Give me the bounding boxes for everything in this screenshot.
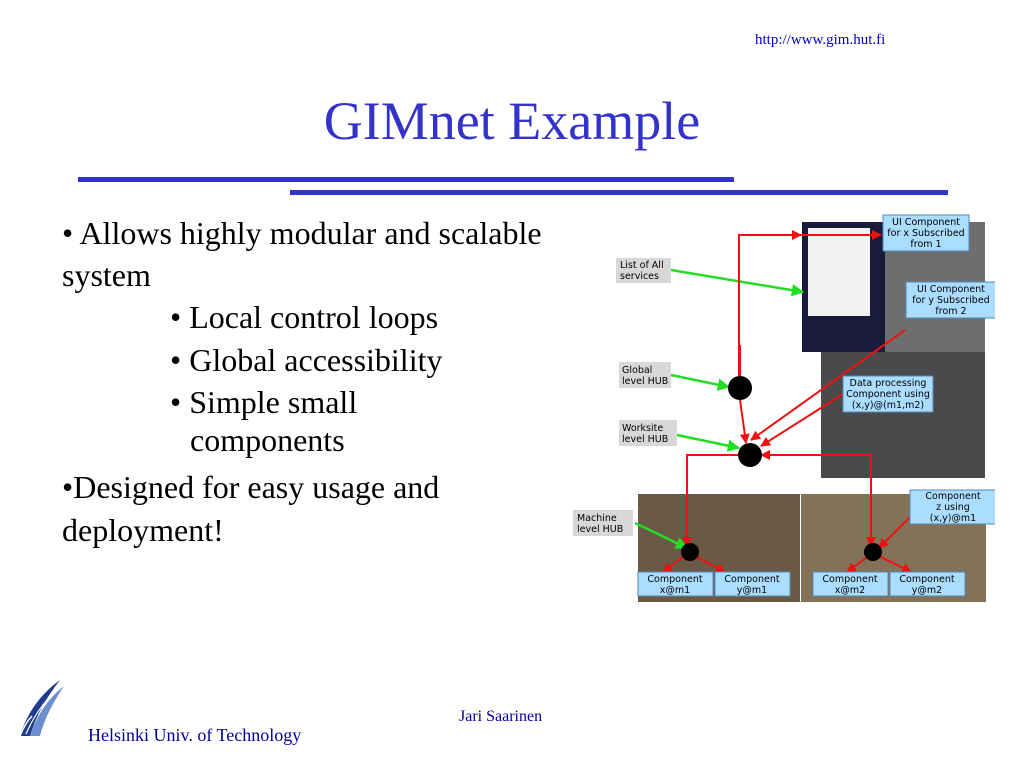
- header-url[interactable]: http://www.gim.hut.fi: [755, 32, 886, 48]
- list-services-line1: List of All: [620, 260, 664, 271]
- comp-z-line2: z using: [936, 502, 970, 513]
- comp-y-m1-line2: y@m1: [736, 585, 768, 596]
- comp-x-m2-line2: x@m2: [834, 585, 866, 596]
- sub-bullet-simple-text: • Simple small: [170, 383, 358, 420]
- sub-bullet-local-control: • Local control loops: [170, 299, 439, 336]
- comp-x-m2-line1: Component: [822, 574, 878, 585]
- service-list-window: [808, 228, 870, 316]
- title-underline-bottom: [290, 190, 948, 195]
- machine-hub-line2: level HUB: [577, 524, 624, 535]
- comp-y-m2-line2: y@m2: [911, 585, 943, 596]
- ui-x-line1: UI Component: [892, 217, 960, 228]
- comp-y-m2-line1: Component: [899, 574, 955, 585]
- worksite-hub-node: [738, 443, 762, 467]
- comp-y-m1-line1: Component: [724, 574, 780, 585]
- data-proc-line2: Component using: [846, 389, 930, 400]
- title-underline-top: [78, 177, 734, 182]
- comp-z-line1: Component: [925, 491, 981, 502]
- comp-z-line3: (x,y)@m1: [929, 513, 977, 524]
- global-hub-node: [728, 376, 752, 400]
- arrow-worksite-hub: [677, 435, 739, 448]
- global-hub-line1: Global: [622, 365, 653, 376]
- ui-x-line3: from 1: [910, 239, 942, 250]
- data-proc-line3: (x,y)@(m1,m2): [851, 400, 925, 411]
- arrow-global-hub: [671, 375, 729, 387]
- gimnet-diagram: [565, 210, 995, 610]
- comp-x-m1-line2: x@m1: [659, 585, 691, 596]
- footer-author: Jari Saarinen: [459, 708, 543, 725]
- bullet-easy-usage: •Designed for easy usage and deployment!: [62, 469, 440, 548]
- sub-bullet-global-access: • Global accessibility: [170, 341, 443, 378]
- machine-hub-node-m2: [864, 543, 882, 561]
- bullet-modular: • Allows highly modular and scalable system: [62, 215, 542, 294]
- data-processing-view: [821, 352, 985, 478]
- ui-y-line2: for y Subscribed: [912, 295, 990, 306]
- ui-y-line1: UI Component: [917, 284, 985, 295]
- university-logo-icon: [16, 676, 66, 738]
- machine-hub-node-m1: [681, 543, 699, 561]
- ui-y-line3: from 2: [935, 306, 967, 317]
- footer-institution: Helsinki Univ. of Technology: [88, 725, 302, 745]
- ui-x-line2: for x Subscribed: [887, 228, 965, 239]
- data-proc-line1: Data processing: [849, 378, 927, 389]
- page-title: GIMnet Example: [323, 91, 701, 151]
- global-hub-line2: level HUB: [622, 376, 669, 387]
- list-services-line2: services: [620, 271, 659, 282]
- sub-bullet-simple-components: [170, 381, 542, 458]
- worksite-hub-line1: Worksite: [622, 423, 664, 434]
- arrow-list-services: [671, 270, 803, 292]
- worksite-hub-line2: level HUB: [622, 434, 669, 445]
- sub-bullet-simple-cont: components: [190, 422, 345, 459]
- comp-x-m1-line1: Component: [647, 574, 703, 585]
- bullet-list: [62, 212, 542, 551]
- machine-hub-line1: Machine: [577, 513, 617, 524]
